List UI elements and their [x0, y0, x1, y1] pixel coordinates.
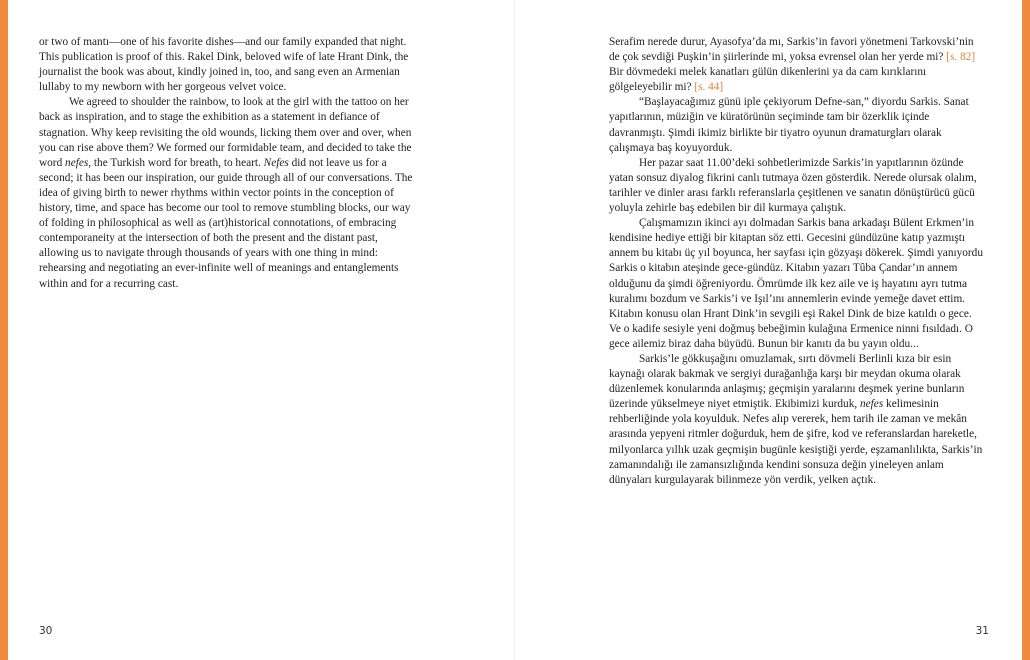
italic-term: nefes — [65, 156, 89, 169]
right-paragraph-2: “Başlayacağımız günü iple çekiyorum Defne-san,” diyordu Sarkis. Sanat yapıtlarının, müziğin ve küratörünün seçiminde tam bir özerklik içinde davranmıştı. Şimdi ikimiz birlikte bir tiyatro oyunun dramaturgları olarak çalışmaya baş koyuyorduk. — [609, 96, 969, 154]
page-reference: [s. 82] — [946, 51, 976, 64]
right-page — [515, 0, 1022, 660]
right-text-column — [609, 35, 984, 488]
left-page — [8, 0, 515, 660]
page-number-right: 31 — [975, 625, 989, 637]
italic-term: Nefes — [263, 156, 289, 169]
right-paragraph-4: Çalışmamızın ikinci ayı dolmadan Sarkis bana arkadaşı Bülent Erkmen’in kendisine hediye ettiği bir kitaptan söz etti. Gecesini gündüzüne katıp yazmıştı annem bu kitabı üç yıl boyunca, her sayfası için gözyaşı dökerek. Şimdi yanıyordu Sarkis o kitabın ateşinde gece-gündüz. Kitabın yazarı Tûba Çandar’ın annem olduğunu da şimdi öğreniyordu. Ömrümde ilk kez aile ve iş hayatını ayrı tutma kuralımı bozdum ve Sarkis’i ve Işıl’ını annemlerin evinde yemeğe davet ettim. Kitabın konusu olan Hrant Dink’in sevgili eşi Rakel Dink de bize katıldı o gece. Ve o kadife sesiyle yeni doğmuş bebeğimin kulağına Ermenice ninni fısıldadı. O gece ailemiz biraz daha büyüdü. Bunun bir kanıtı da bu yayın oldu... — [609, 217, 983, 350]
right-paragraph-3: Her pazar saat 11.00’deki sohbetlerimizde Sarkis’in yapıtlarının özünde yatan sonsuz diyalog fikrini canlı tutmaya özen gösterdik. Nerede olursak olalım, tarihler ve dinler arası farklı referanslarla çeşitlenen ve sanatın dönüştürücü gücü yoluyla zehirle baş edebilen bir dil kurmaya çalıştık. — [609, 156, 977, 215]
right-paragraph-5: Sarkis’le gökkuşağını omuzlamak, sırtı dövmeli Berlinli kıza bir esin kaynağı olarak bakmak ve sergiyi durağanlığa karşı bir meydan okuma olarak düzenlemek konularında anlaşmış; geçmişin yaralarını deşmek yerine bunların üzerinde yükselmeye niyet etmiştik. Ekibimizi kurduk, nefes kelimesinin rehberliğinde yola koyulduk. Nefes alıp vererek, hem tarih ile zaman ve mekân arasında yepyeni ritmler doğurduk, hem de şifre, kod ve referanslardan hareketle, milyonlarca yıllık uzak geçmişin bugünle kesiştiği yerde, eşzamanlılıkta, Sarkis’in zamanındalığı ile zamansızlığında kendini sonsuza değin yineleyen anlam dünyaları kurgulayarak bilinmeze yön verdik, yelken açtık. — [609, 352, 983, 486]
left-paragraph-2: We agreed to shoulder the rainbow, to look at the girl with the tattoo on her back as inspiration, and to stage the exhibition as a statement in defiance of stagnation. Why keep revisiting the old wounds, licking them over and over, when you can rise above them? We formed our formidable team, and decided to take the word nefes, the Turkish word for breath, to heart. Nefes did not leave us for a second; it has been our inspiration, our guide through all of our conversations. The idea of giving birth to newer rhythms within vector points in the conception of history, time, and space has become our tool to remove stumbling blocks, our way of folding in philosophical as well as (art)historical connotations, of embracing contemporaneity at the intersection of both the present and the distant past, allowing us to navigate through thousands of years with one thing in mind: rehearsing and negotiating an ever-infinite well of meanings and entanglements within and for a recurring cast. — [39, 96, 413, 290]
right-paragraph-1: Serafim nerede durur, Ayasofya’da mı, Sarkis’in favori yönetmeni Tarkovski’nin de çok sevdiği Puşkin’in şiirlerinde mi, yoksa evrensel olan her yerde mi? [s. 82] Bir dövmedeki melek kanatları gülün dikenlerini ya da cam kırıklarını gölgeleyebilir mi? [s. 44] — [609, 36, 976, 94]
page-number-left: 30 — [39, 625, 53, 637]
left-text-column — [39, 35, 419, 292]
left-paragraph-1: or two of mantı—one of his favorite dishes—and our family expanded that night. This publication is proof of this. Rakel Dink, beloved wife of late Hrant Dink, the journalist the book was about, kindly joined in, too, and sang even an Armenian lullaby to my newborn with her gorgeous velvet voice. — [39, 36, 409, 94]
italic-term: nefes — [860, 398, 884, 411]
page-reference: [s. 44] — [694, 81, 724, 94]
